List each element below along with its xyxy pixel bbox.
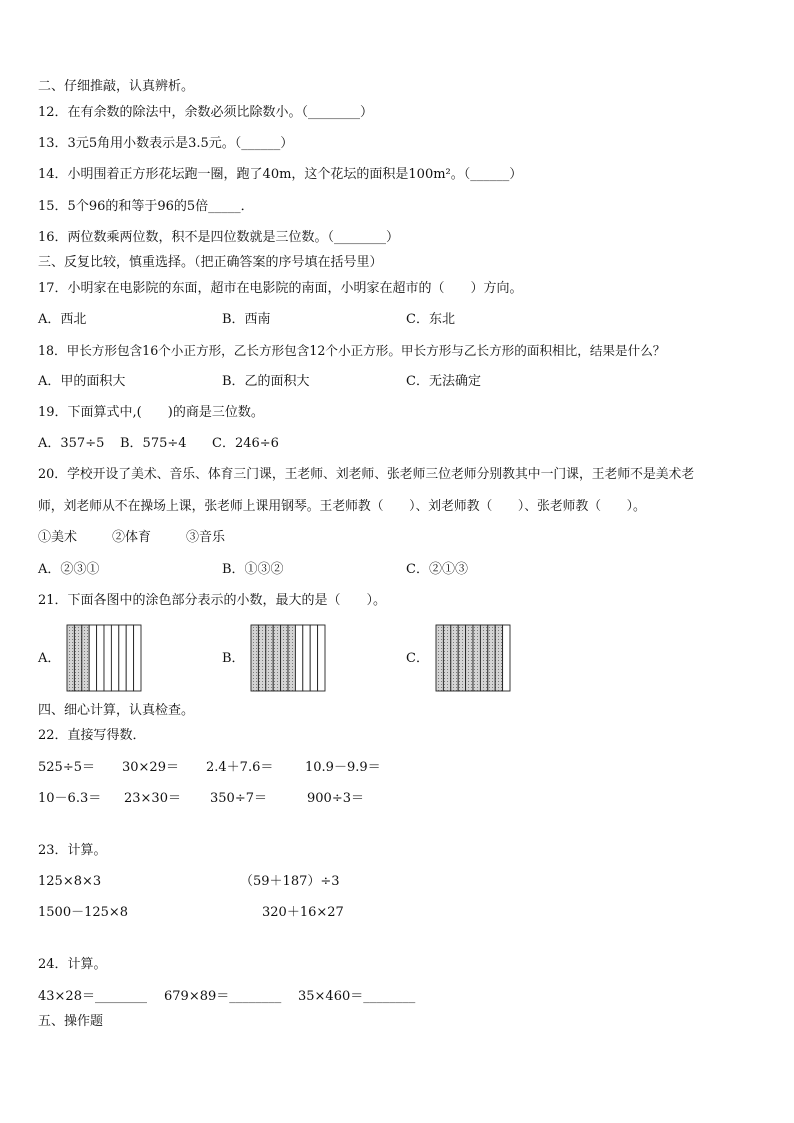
q19-option-c: C．246÷6 [212, 436, 279, 451]
shaded-strip [67, 625, 74, 691]
question-16: 16．两位数乘两位数，积不是四位数就是三位数。（________） [38, 230, 400, 245]
q22-item: 900÷3＝ [307, 791, 364, 806]
shaded-strip [251, 625, 258, 691]
q21-option-b: B． [222, 651, 245, 666]
question-15: 15．5个96的和等于96的5倍_____． [38, 199, 254, 214]
blank-strip [503, 625, 510, 691]
question-18: 18．甲长方形包含16个小正方形，乙长方形包含12个小正方形。甲长方形与乙长方形的面积相比，结果是什么？ [38, 343, 666, 358]
shaded-strip [82, 625, 89, 691]
question-14: 14．小明围着正方形花坛跑一圈，跑了40m，这个花坛的面积是100m²。（______） [38, 167, 523, 182]
q18-option-c: C．无法确定 [406, 374, 481, 389]
blank-strip [97, 625, 104, 691]
question-21: 21．下面各图中的涂色部分表示的小数，最大的是（ ）。 [38, 593, 387, 608]
question-13: 13．3元5角用小数表示是3.5元。（______） [38, 136, 294, 151]
question-12: 12．在有余数的除法中，余数必须比除数小。（________） [38, 105, 374, 120]
shaded-strip [266, 625, 273, 691]
q22-item: 10－6.3＝ [38, 791, 102, 806]
shaded-strip [288, 625, 295, 691]
q22-item: 23×30＝ [124, 791, 181, 806]
shaded-strip [281, 625, 288, 691]
q22-item: 2.4＋7.6＝ [206, 760, 274, 775]
q21-figure-b [250, 624, 326, 692]
q17-option-a: A．西北 [38, 312, 87, 327]
question-24: 24．计算。 [38, 957, 107, 972]
q23-item: 320＋16×27 [262, 905, 344, 920]
q22-item: 30×29＝ [122, 760, 179, 775]
q24-item: 679×89＝________ [164, 989, 282, 1004]
q18-option-a: A．甲的面积大 [38, 374, 126, 389]
question-20-line1: 20．学校开设了美术、音乐、体育三门课，王老师、刘老师、张老师三位老师分别教其中一门课，王老师不是美术老 [38, 467, 695, 482]
q20-option-a: A．②③① [38, 562, 100, 577]
q23-item: 125×8×3 [38, 874, 102, 889]
q20-choice-1: ①美术 [38, 530, 78, 545]
shaded-strip [488, 625, 495, 691]
q22-item: 350÷7＝ [210, 791, 267, 806]
question-20-line2: 师，刘老师从不在操场上课，张老师上课用钢琴。王老师教（ ）、刘老师教（ ）、张老师教（ ）。 [38, 499, 646, 514]
blank-strip [318, 625, 325, 691]
q20-option-b: B．①③② [222, 562, 284, 577]
q19-option-a: A．357÷5 [38, 436, 105, 451]
q18-option-b: B．乙的面积大 [222, 374, 310, 389]
q17-option-b: B．西南 [222, 312, 271, 327]
section4-heading: 四、细心计算，认真检查。 [38, 703, 195, 718]
q23-item: （59＋187）÷3 [240, 874, 340, 889]
blank-strip [310, 625, 317, 691]
question-17: 17．小明家在电影院的东面，超市在电影院的南面，小明家在超市的（ ）方向。 [38, 281, 523, 296]
shaded-strip [495, 625, 502, 691]
shaded-strip [473, 625, 480, 691]
q17-option-c: C．东北 [406, 312, 455, 327]
q20-choice-3: ③音乐 [186, 530, 226, 545]
q21-figure-c [435, 624, 511, 692]
q21-figure-a [66, 624, 142, 692]
question-22: 22．直接写得数． [38, 728, 146, 743]
q21-option-c: C． [406, 651, 429, 666]
shaded-strip [258, 625, 265, 691]
q22-item: 10.9－9.9＝ [305, 760, 381, 775]
q23-item: 1500－125×8 [38, 905, 129, 920]
section3-heading: 三、反复比较，慎重选择。（把正确答案的序号填在括号里） [38, 255, 383, 270]
blank-strip [89, 625, 96, 691]
blank-strip [104, 625, 111, 691]
q21-option-a: A． [38, 651, 61, 666]
shaded-strip [480, 625, 487, 691]
q22-item: 525÷5＝ [38, 760, 95, 775]
q24-item: 35×460＝________ [298, 989, 416, 1004]
section5-heading: 五、操作题 [38, 1014, 104, 1029]
q19-option-b: B．575÷4 [120, 436, 187, 451]
shaded-strip [74, 625, 81, 691]
blank-strip [134, 625, 141, 691]
shaded-strip [458, 625, 465, 691]
blank-strip [119, 625, 126, 691]
section2-heading: 二、仔细推敲，认真辨析。 [38, 79, 195, 94]
shaded-strip [273, 625, 280, 691]
shaded-strip [436, 625, 443, 691]
shaded-strip [451, 625, 458, 691]
q20-choice-2: ②体育 [112, 530, 152, 545]
shaded-strip [443, 625, 450, 691]
blank-strip [295, 625, 302, 691]
q20-option-c: C．②①③ [406, 562, 468, 577]
question-19: 19．下面算式中,( )的商是三位数。 [38, 405, 264, 420]
blank-strip [303, 625, 310, 691]
blank-strip [111, 625, 118, 691]
blank-strip [126, 625, 133, 691]
question-23: 23．计算。 [38, 843, 107, 858]
q24-item: 43×28＝________ [38, 989, 147, 1004]
shaded-strip [466, 625, 473, 691]
